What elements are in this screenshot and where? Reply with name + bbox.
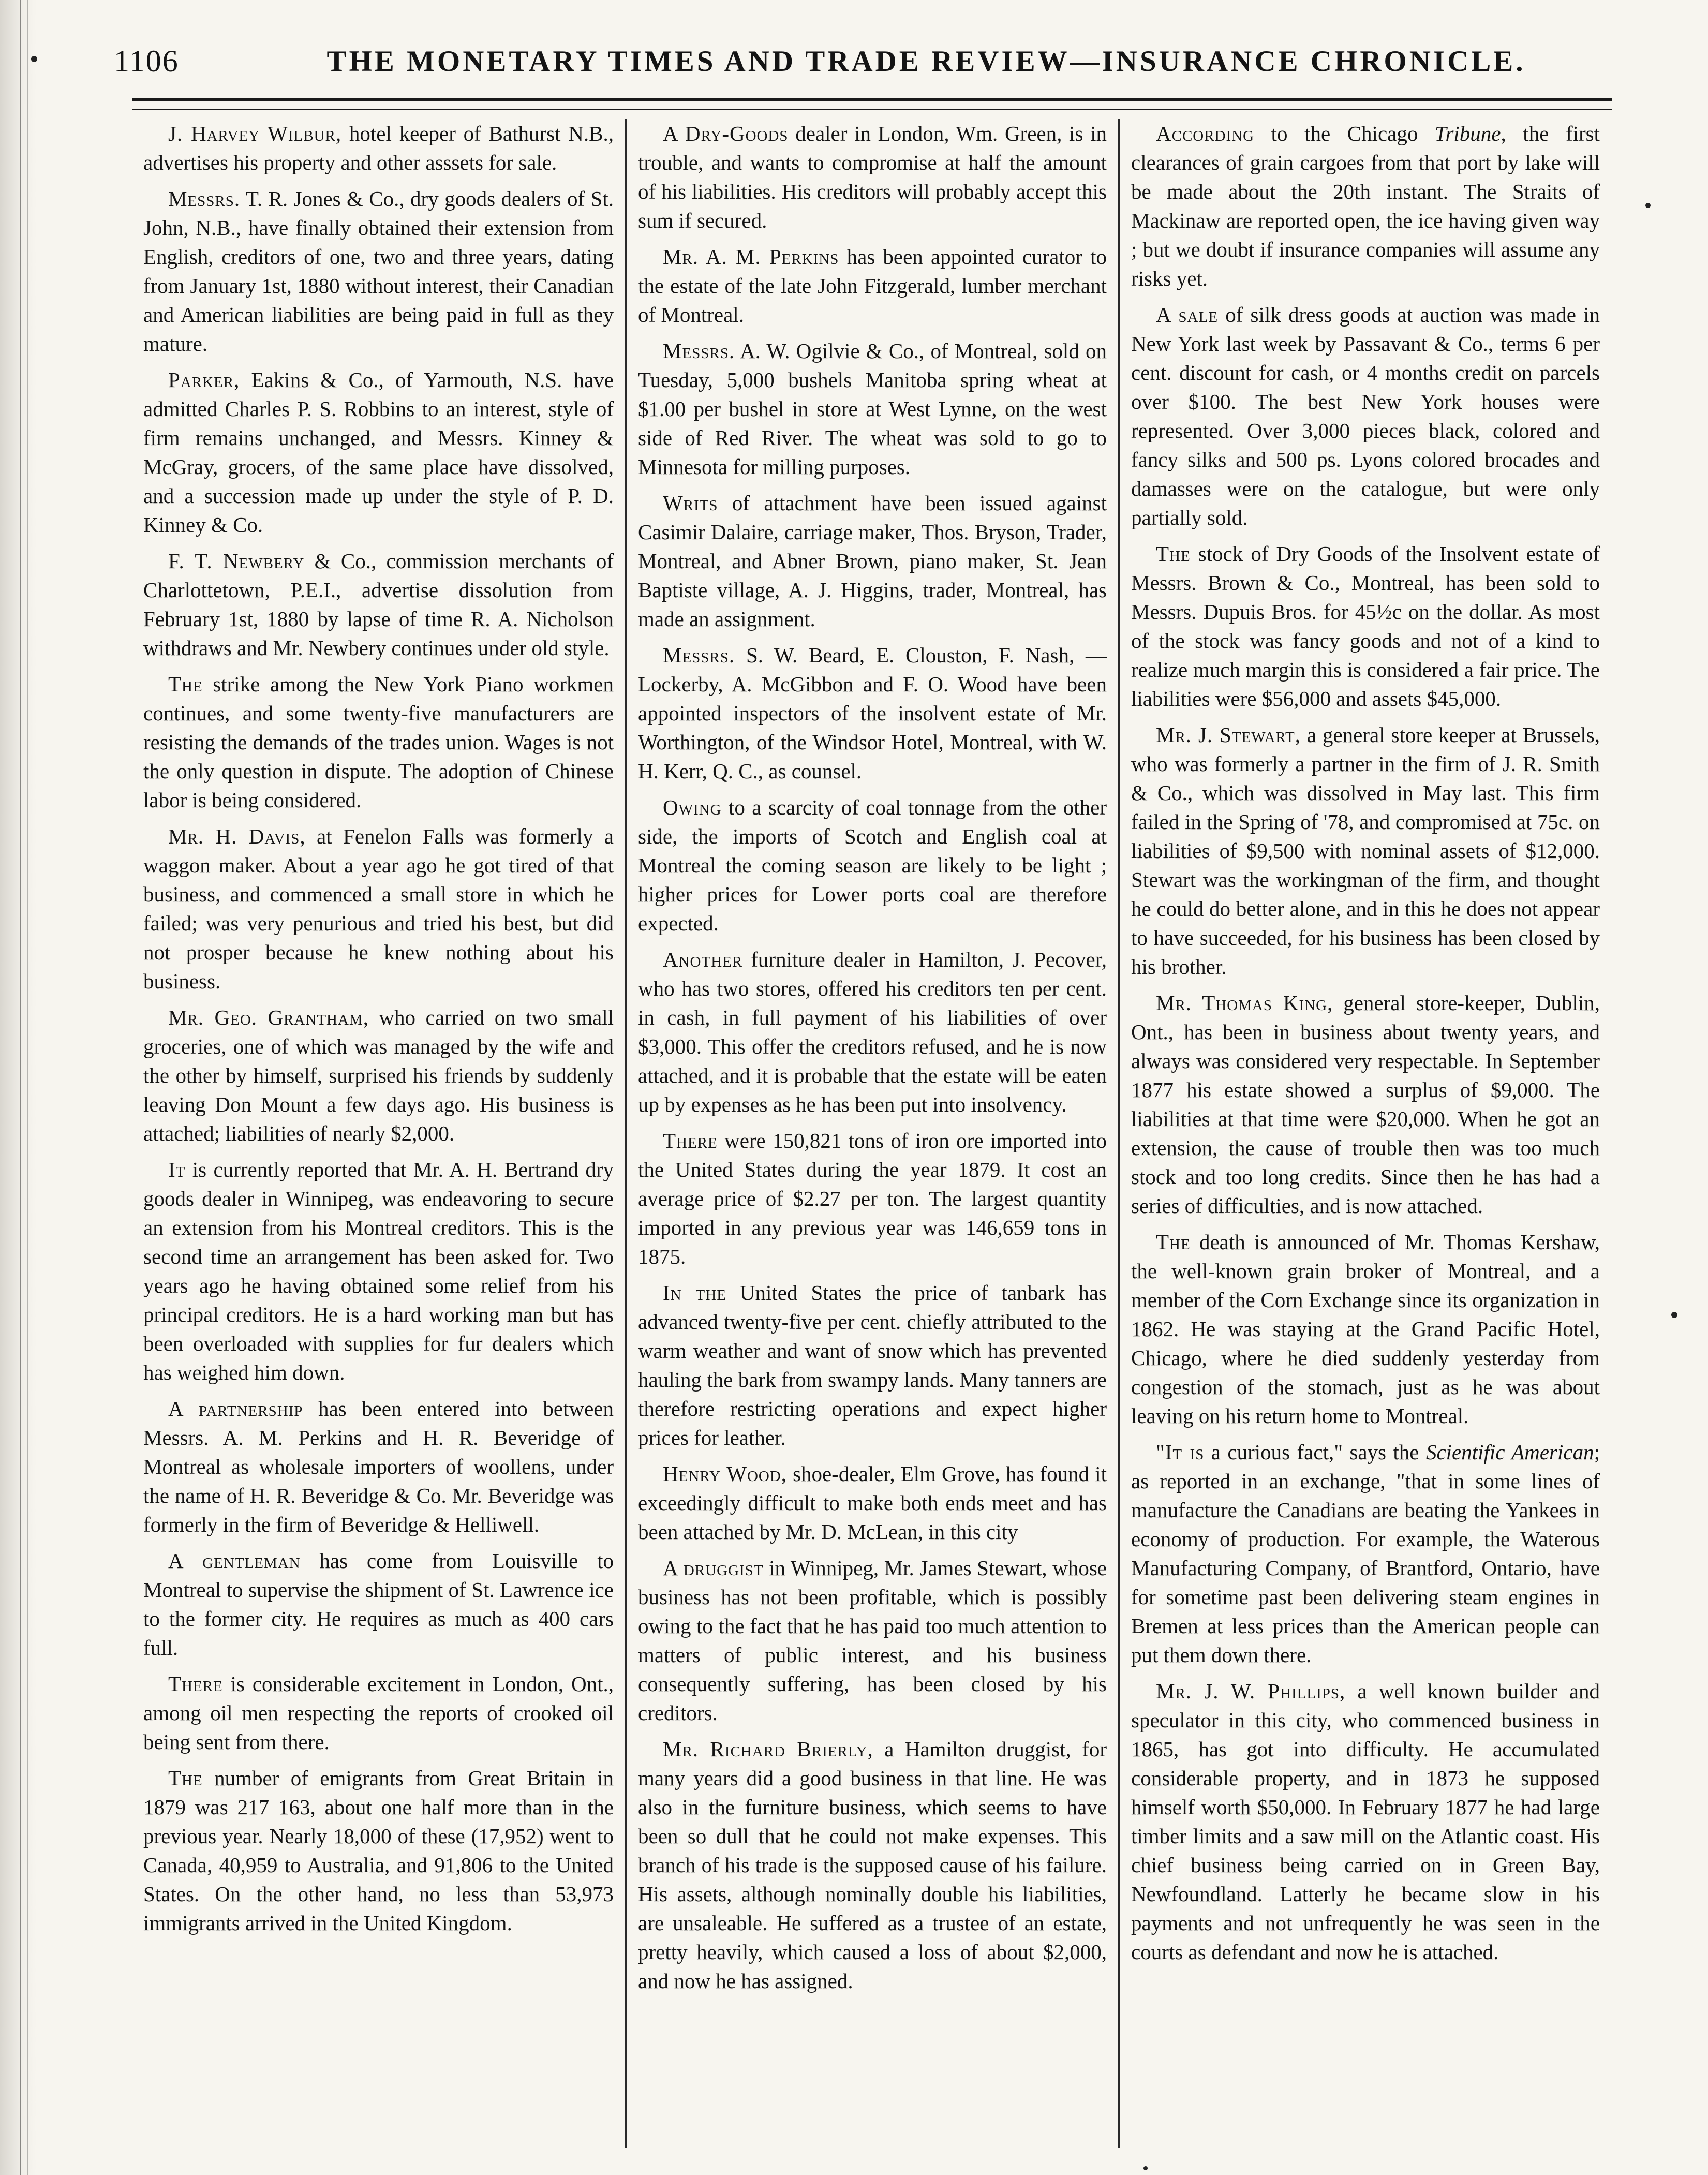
news-item-text: T. R. Jones & Co., dry goods dealers of St. John, N.B., have finally obtained their extension from English, creditors of one, two and three years, dating from January 1st, 1880 without interest, their Canadian and American liabilities are being paid in full as they mature. [143, 187, 614, 356]
news-item-lead: Writs [663, 491, 718, 515]
news-item-lead: Mr. J. W. Phillips, [1156, 1679, 1346, 1703]
news-item-lead: Messrs. [663, 643, 735, 667]
news-item-lead: There [168, 1672, 223, 1696]
news-item-text: shoe-dealer, Elm Grove, has found it exceedingly difficult to make both ends meet and has been attached by Mr. D. McLean, in this city [638, 1462, 1107, 1544]
news-item-lead: A gentleman [168, 1549, 301, 1573]
book-binding-edge [0, 0, 36, 2175]
column-middle [625, 119, 1118, 2148]
news-item-lead: Henry Wood, [663, 1462, 788, 1486]
news-item-lead: Mr. J. Stewart, [1156, 723, 1301, 747]
running-head-title: THE MONETARY TIMES AND TRADE REVIEW—INSURANCE CHRONICLE. [326, 45, 1526, 78]
news-item-lead: A partnership [168, 1397, 303, 1421]
news-item-text: dealer in London, Wm. Green, is in trouble, and wants to compromise at half the amount of his liabilities. His creditors will probably accept this sum if secured. [638, 122, 1107, 232]
news-item-lead: Parker, [168, 368, 240, 392]
news-item-lead: There [663, 1129, 718, 1152]
news-item-text: general store-keeper, Dublin, Ont., has been in business about twenty years, and always was considered very respectable. In September 1877 his estate showed a surplus of $9,000. The liabilities at that time were $20,000. When he got an extension, the cause of trouble then was too much stock and too long credits. Since then he has had a series of difficulties, and is now attached. [1131, 991, 1600, 1218]
article-columns [132, 119, 1612, 2148]
news-item [143, 1003, 614, 1148]
news-item-text: were 150,821 tons of iron ore imported into the United States during the year 1879. It cost an average price of $2.27 per ton. The largest quantity imported in any previous year was 146,659 tons in 1875. [638, 1129, 1107, 1268]
news-item-text: of silk dress goods at auction was made in New York last week by Passavant & Co., terms 6 per cent. discount for cash, or 4 months credit on parcels over $100. The best New York houses were represented. Over 3,000 pieces black, colored and fancy silks and 500 ps. Lyons colored brocades and damasses were on the catalogue, but were only partially sold. [1131, 303, 1600, 529]
news-item [638, 945, 1107, 1119]
news-item-lead: Another [663, 948, 743, 971]
news-item-lead: J. Harvey Wilbur, [168, 122, 342, 145]
news-item-lead: F. T. Newbery [168, 549, 305, 573]
news-item-lead: Mr. A. M. Perkins [663, 245, 839, 269]
news-item [1131, 1438, 1600, 1669]
news-item [143, 365, 614, 539]
news-item [638, 489, 1107, 633]
news-item-lead: A Dry-Goods [663, 122, 789, 145]
print-speck [1671, 1312, 1677, 1318]
news-item-text: death is announced of Mr. Thomas Kershaw, the well-known grain broker of Montreal, and a member of the Corn Exchange since its organization in 1862. He was staying at the Grand Pacific Hotel, Chicago, where he died suddenly yesterday from congestion of the stomach, just as he was about leaving on his return home to Montreal. [1131, 1230, 1600, 1428]
news-item [1131, 1227, 1600, 1430]
news-item-text: at Fenelon Falls was formerly a waggon maker. About a year ago he got tired of that business, and commenced a small store in which he failed; was very penurious and tried his best, but did not prosper because he knew nothing about his business. [143, 824, 614, 993]
news-item [143, 1155, 614, 1387]
news-item [143, 822, 614, 996]
news-item-lead: Messrs. [168, 187, 241, 211]
news-item-lead: Mr. H. Davis, [168, 824, 306, 848]
binding-fold-line [20, 0, 21, 2175]
news-item [638, 242, 1107, 329]
news-item-text: a general store keeper at Brussels, who was formerly a partner in the firm of J. R. Smith & Co., which was dissolved in May last. This firm failed in the Spring of '78, and compromised at 75c. on liabilities of $9,500 with nominal assets of $12,000. Stewart was the workingman of the firm, and thought he could do better alone, and in this he does not appear to have succeeded, for his business has been closed by his brother. [1131, 723, 1600, 979]
news-item-text: is currently reported that Mr. A. H. Bertrand dry goods dealer in Winnipeg, was endeavoring to secure an extension from his Montreal creditors. This is the second time an arrangement has been asked for. Two years ago he having obtained some relief from his principal creditors. He is a hard working man but has been overloaded with supplies for fur dealers which has weighed him down. [143, 1158, 614, 1384]
news-item-text: United States the price of tanbark has advanced twenty-five per cent. chiefly attributed to the warm weather and want of snow which has prevented hauling the bark from swampy lands. Many tanners are therefore restricting operations and expect higher prices for leather. [638, 1281, 1107, 1449]
news-item [1131, 300, 1600, 532]
news-item-lead: The [1156, 542, 1191, 566]
news-item-text: hotel keeper of Bathurst N.B., advertises his property and other asssets for sale. [143, 122, 614, 174]
news-item-text: strike among the New York Piano workmen continues, and some twenty-five manufacturers are resisting the demands of the trades union. Wages is not the only question in dispute. The adoption of Chinese labor is being considered. [143, 672, 614, 812]
news-item [143, 1546, 614, 1662]
news-item-lead: Owing [663, 795, 722, 819]
news-item-text: a well known builder and speculator in this city, who commenced business in 1865, has got into difficulty. He accumulated considerable property, and in 1873 he supposed himself worth $50,000. In February 1877 he had large timber limits and a saw mill on the Atlantic coast. His chief business being carried on in Green Bay, Newfoundland. Latterly he became slow in his payments and not unfrequently he was seen in the courts as defendant and now he is attached. [1131, 1679, 1600, 1964]
news-item [1131, 539, 1600, 713]
news-item-text: a curious fact," says the Scientific American; as reported in an exchange, "that in some lines of manufacture the Canadians are beating the Yankees in economy of production. For example, the Waterous Manufacturing Company, of Brantford, Ontario, have for sometime past been delivering steam engines in Bremen at less prices than the American people can put them down there. [1131, 1440, 1600, 1667]
news-item-text: is considerable excitement in London, Ont., among oil men respecting the reports of crooked oil being sent from there. [143, 1672, 614, 1754]
news-item-text: of attachment have been issued against Casimir Dalaire, carriage maker, Thos. Bryson, Trader, Montreal, and Abner Brown, piano maker, St. Jean Baptiste village, A. J. Higgins, trader, Montreal, has made an assignment. [638, 491, 1107, 631]
news-item-text: S. W. Beard, E. Clouston, F. Nash, —Lockerby, A. McGibbon and F. O. Wood have been appointed inspectors of the insolvent estate of Mr. Worthington, of the Windsor Hotel, Montreal, with W. H. Kerr, Q. C., as counsel. [638, 643, 1107, 783]
news-item-text: stock of Dry Goods of the Insolvent estate of Messrs. Brown & Co., Montreal, has been sold to Messrs. Dupuis Bros. for 45½c on the dollar. As most of the stock was fancy goods and not of a kind to realize much margin this is considered a fair price. The liabilities were $56,000 and assets $45,000. [1131, 542, 1600, 711]
news-item [1131, 988, 1600, 1220]
news-item-text: A. W. Ogilvie & Co., of Montreal, sold on Tuesday, 5,000 bushels Manitoba spring wheat at $1.00 per bushel in store at West Lynne, on the west side of Red River. The wheat was sold to go to Minnesota for milling purposes. [638, 339, 1107, 479]
news-item [143, 670, 614, 815]
news-item-text: to a scarcity of coal tonnage from the other side, the imports of Scotch and English coal at Montreal the coming season are likely to be light ; higher prices for Lower ports coal are therefore expected. [638, 795, 1107, 935]
news-item-lead: In the [663, 1281, 726, 1305]
news-item [638, 336, 1107, 481]
news-item [638, 641, 1107, 786]
binding-fold-line-secondary [27, 0, 28, 2175]
news-item-text: to the Chicago Tribune, the first clearances of grain cargoes from that port by lake will be made about the 20th instant. The Straits of Mackinaw are reported open, the ice having given way ; but we doubt if insurance companies will assume any risks yet. [1131, 122, 1600, 290]
news-item [638, 1553, 1107, 1727]
news-item [1131, 1677, 1600, 1966]
news-item-lead: The [168, 672, 203, 696]
header-rule-thick [132, 98, 1612, 101]
news-item [638, 1278, 1107, 1452]
news-item-text: Eakins & Co., of Yarmouth, N.S. have admitted Charles P. S. Robbins to an interest, style of firm remains unchanged, and Messrs. Kinney & McGray, grocers, of the same place have dissolved, and a succession made up under the style of P. D. Kinney & Co. [143, 368, 614, 537]
news-item [143, 184, 614, 358]
news-item [638, 1735, 1107, 1995]
news-item-lead: Messrs. [663, 339, 735, 363]
news-item-lead: Mr. Thomas King, [1156, 991, 1333, 1015]
news-item [1131, 720, 1600, 981]
news-item [638, 793, 1107, 938]
news-item-lead: Mr. Geo. Grantham, [168, 1005, 369, 1029]
news-item-lead: The [1156, 1230, 1191, 1254]
news-item [143, 1669, 614, 1756]
news-item [638, 119, 1107, 235]
news-item [638, 1126, 1107, 1271]
news-item-text: who carried on two small groceries, one of which was managed by the wife and the other by himself, surprised his friends by suddenly leaving Don Mount a few days ago. His business is attached; liabilities of nearly $2,000. [143, 1005, 614, 1145]
news-item-text: a Hamilton druggist, for many years did a good business in that line. He was also in the furniture business, which seems to have been so dull that he could not make expenses. This branch of his trade is the supposed cause of his failure. His assets, although nominally double his liabilities, are unsaleable. He suffered as a trustee of an estate, pretty heavily, which caused a loss of about $2,000, and now he has assigned. [638, 1737, 1107, 1993]
news-item-lead: It [168, 1158, 186, 1181]
news-item [1131, 119, 1600, 293]
news-item [638, 1459, 1107, 1546]
news-item-lead: "It is [1156, 1440, 1205, 1464]
news-item-text: has been appointed curator to the estate of the late John Fitzgerald, lumber merchant of Montreal. [638, 245, 1107, 327]
news-item [143, 546, 614, 662]
news-item-text: in Winnipeg, Mr. James Stewart, whose business has not been profitable, which is possibly owing to the fact that he has paid too much attention to matters of public interest, and his business consequently suffering, has been closed by his creditors. [638, 1556, 1107, 1725]
print-speck [1143, 2166, 1148, 2170]
column-right [1118, 119, 1611, 2148]
print-speck [31, 56, 37, 62]
news-item-text: has come from Louisville to Montreal to supervise the shipment of St. Lawrence ice to the former city. He requires as much as 400 cars full. [143, 1549, 614, 1660]
news-item-lead: A sale [1156, 303, 1219, 327]
news-item-text: furniture dealer in Hamilton, J. Pecover, who has two stores, offered his creditors ten per cent. in cash, in full payment of his liabilities of over $3,000. This offer the creditors refused, and he is now attached, and it is probable that the estate will be eaten up by expenses as he has been put into insolvency. [638, 948, 1107, 1116]
news-item-text: has been entered into between Messrs. A. M. Perkins and H. R. Beveridge of Montreal as wholesale importers of woollens, under the name of H. R. Beveridge & Co. Mr. Beveridge was formerly in the firm of Beveridge & Helliwell. [143, 1397, 614, 1536]
news-item-lead: Mr. Richard Brierly, [663, 1737, 873, 1761]
news-item [143, 1394, 614, 1539]
news-item-text: & Co., commission merchants of Charlottetown, P.E.I., advertise dissolution from February 1st, 1880 by lapse of time R. A. Nicholson withdraws and Mr. Newbery continues under old style. [143, 549, 614, 660]
print-speck [1645, 203, 1651, 208]
masthead [114, 40, 1604, 82]
news-item-lead: According [1156, 122, 1255, 145]
news-item-lead: The [168, 1766, 203, 1790]
header-rule-thin [132, 109, 1612, 110]
news-item [143, 119, 614, 177]
column-left [132, 119, 625, 2148]
page-number: 1106 [114, 43, 179, 78]
news-item-text: number of emigrants from Great Britain in 1879 was 217 163, about one half more than in the previous year. Nearly 18,000 of these (17,952) went to Canada, 40,959 to Australia, and 91,806 to the United States. On the other hand, no less than 53,973 immigrants arrived in the United Kingdom. [143, 1766, 614, 1935]
news-item-lead: A druggist [663, 1556, 764, 1580]
news-item [143, 1764, 614, 1937]
